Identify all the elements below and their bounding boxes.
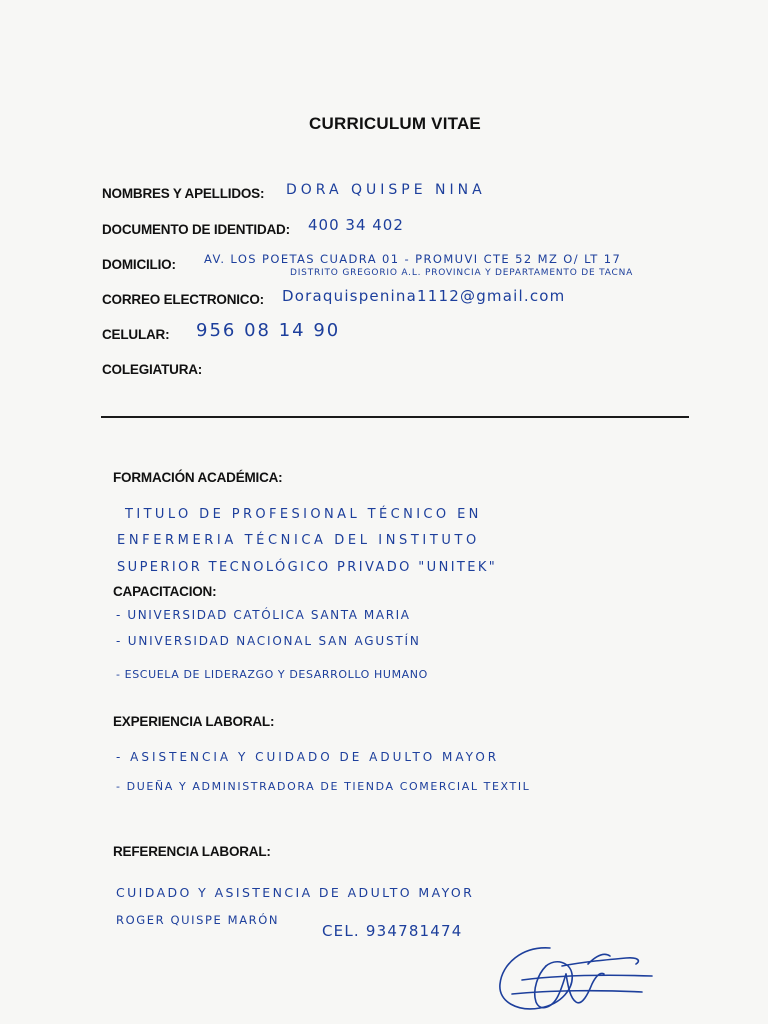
- training-heading: CAPACITACION:: [113, 584, 217, 599]
- education-heading: FORMACIÓN ACADÉMICA:: [113, 470, 283, 485]
- id-label: DOCUMENTO DE IDENTIDAD:: [102, 222, 290, 237]
- education-line-2: ENFERMERIA TÉCNICA DEL INSTITUTO: [117, 533, 480, 548]
- address-line-2: DISTRITO GREGORIO A.L. PROVINCIA Y DEPARTAMENTO DE TACNA: [290, 268, 634, 278]
- training-item-2: - UNIVERSIDAD NACIONAL SAN AGUSTÍN: [116, 634, 421, 648]
- college-label: COLEGIATURA:: [102, 362, 203, 377]
- reference-phone: CEL. 934781474: [322, 922, 463, 940]
- reference-line-1: CUIDADO Y ASISTENCIA DE ADULTO MAYOR: [116, 885, 475, 900]
- phone-label: CELULAR:: [102, 327, 170, 342]
- email-label: CORREO ELECTRONICO:: [102, 292, 264, 307]
- education-line-1: TITULO DE PROFESIONAL TÉCNICO EN: [125, 507, 482, 522]
- signature-image: [492, 936, 662, 1020]
- experience-item-1: - ASISTENCIA Y CUIDADO DE ADULTO MAYOR: [116, 750, 500, 764]
- address-line-1: AV. LOS POETAS CUADRA 01 - PROMUVI CTE 52 MZ O/ LT 17: [204, 252, 622, 266]
- id-value: 400 34 402: [308, 216, 404, 234]
- email-value: Doraquispenina1112@gmail.com: [282, 287, 566, 305]
- experience-heading: EXPERIENCIA LABORAL:: [113, 714, 275, 729]
- page-title: CURRICULUM VITAE: [309, 114, 481, 133]
- experience-item-2: - DUEÑA Y ADMINISTRADORA DE TIENDA COMERCIAL TEXTIL: [116, 780, 531, 793]
- education-line-3: SUPERIOR TECNOLÓGICO PRIVADO "UNITEK": [117, 560, 498, 575]
- training-item-3: - ESCUELA DE LIDERAZGO Y DESARROLLO HUMANO: [116, 668, 428, 681]
- reference-heading: REFERENCIA LABORAL:: [113, 844, 271, 859]
- names-label: NOMBRES Y APELLIDOS:: [102, 186, 265, 201]
- address-label: DOMICILIO:: [102, 257, 176, 272]
- reference-name: ROGER QUISPE MARÓN: [116, 913, 280, 927]
- phone-value: 956 08 14 90: [196, 320, 341, 341]
- training-item-1: - UNIVERSIDAD CATÓLICA SANTA MARIA: [116, 608, 411, 622]
- names-value: DORA QUISPE NINA: [286, 182, 486, 198]
- section-divider: [101, 416, 689, 418]
